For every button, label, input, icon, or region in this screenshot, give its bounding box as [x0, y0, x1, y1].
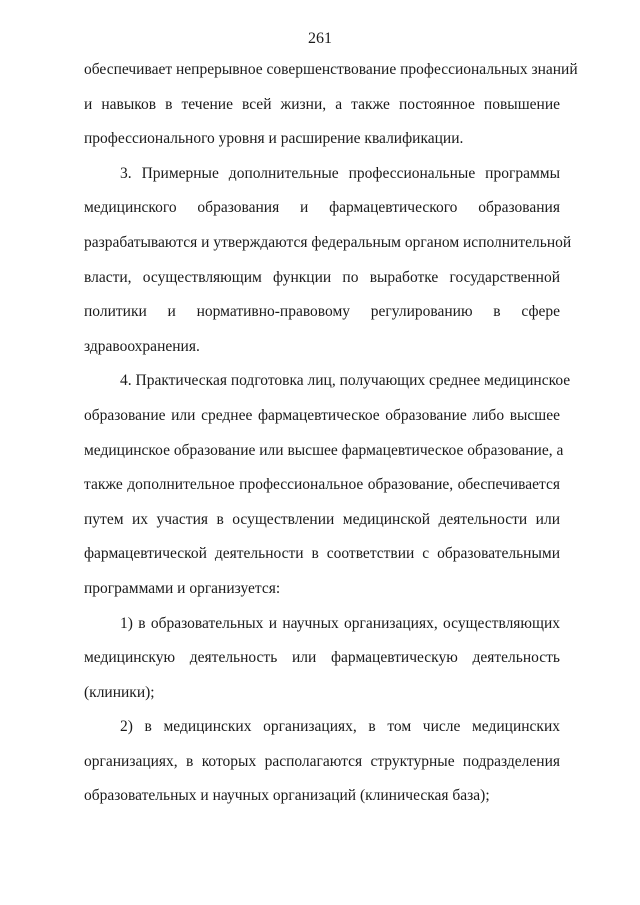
body-text: [84, 53, 578, 814]
text-line: обеспечивает непрерывное совершенствование профессиональных знаний: [84, 61, 578, 78]
text-line: разрабатываются и утверждаются федеральным органом исполнительной: [84, 233, 572, 251]
text-line: 4. Практическая подготовка лиц, получающих среднее медицинское: [120, 372, 571, 390]
text-line: 2) в медицинских организациях, в том числе медицинских: [120, 718, 560, 736]
text-line: также дополнительное профессиональное образование, обеспечивается: [84, 476, 560, 494]
text-line: медицинское образование или высшее фармацевтическое образование, а: [84, 441, 564, 459]
text-line: 1) в образовательных и научных организациях, осуществляющих: [120, 614, 560, 632]
text-line: путем их участия в осуществлении медицинской деятельности или: [84, 510, 560, 528]
text-line: программами и организуется:: [84, 579, 281, 597]
text-line: здравоохранения.: [84, 337, 200, 355]
text-line: власти, осуществляющим функции по выработке государственной: [84, 268, 560, 286]
text-line: организациях, в которых располагаются структурные подразделения: [84, 752, 560, 770]
text-line: фармацевтической деятельности в соответствии с образовательными: [84, 545, 560, 563]
text-line: и навыков в течение всей жизни, а также постоянное повышение: [84, 95, 560, 113]
text-line: образование или среднее фармацевтическое образование либо высшее: [84, 406, 560, 424]
text-line: 3. Примерные дополнительные профессиональные программы: [120, 164, 560, 182]
text-line: профессионального уровня и расширение квалификации.: [84, 130, 464, 148]
text-line: медицинского образования и фармацевтического образования: [84, 199, 560, 217]
text-line: образовательных и научных организаций (клиническая база);: [84, 787, 490, 805]
text-line: медицинскую деятельность или фармацевтическую деятельность: [84, 649, 560, 667]
page-number: 261: [308, 30, 332, 47]
text-line: политики и нормативно-правовому регулированию в сфере: [84, 303, 560, 321]
text-line: (клиники);: [84, 683, 155, 701]
